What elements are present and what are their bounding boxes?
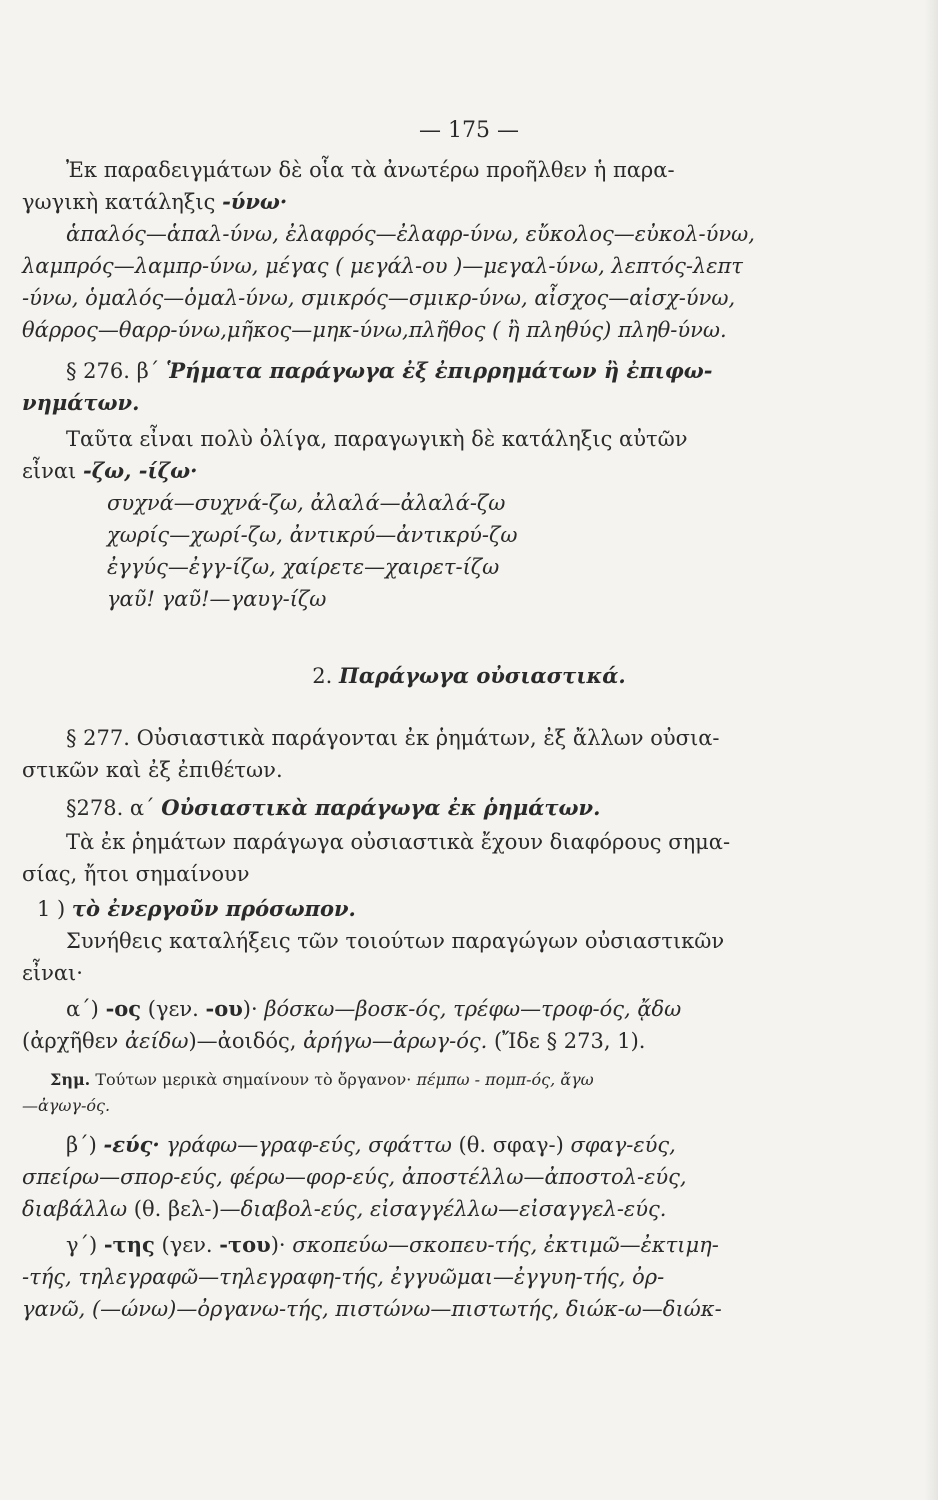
- section-277-line-2: στικῶν καὶ ἐξ ἐπιθέτων.: [22, 758, 283, 782]
- item-gamma-line-1: γ΄) -της (γεν. -του)· σκοπεύω—σκοπευ-τής, ἐκτιμῶ—ἐκτιμη-: [66, 1232, 719, 1257]
- section-276-heading: § 276. β΄ Ῥήματα παράγωγα ἐξ ἐπιρρημάτων ἢ ἐπιφω-: [66, 358, 713, 383]
- text-line-23: εἶναι·: [22, 961, 83, 985]
- text-line-20: σίας, ἤτοι σημαίνουν: [22, 862, 250, 886]
- note-line-2: —ἀγωγ-ός.: [22, 1096, 111, 1115]
- item-alpha-line-1: α΄) -ος (γεν. -ου)· βόσκω—βοσκ-ός, τρέφω—τροφ-ός, ᾄδω: [66, 996, 682, 1021]
- item-gamma-line-2: -τής, τηλεγραφῶ—τηλεγραφη-τής, ἐγγυῶμαι—ἐγγυη-τής, ὀρ-: [22, 1265, 665, 1289]
- example-line-5: -ύνω, ὁμαλός—ὁμαλ-ύνω, σμικρός—σμικρ-ύνω, αἶσχος—αἰσχ-ύνω,: [22, 286, 736, 310]
- item-beta-line-2: σπείρω—σπορ-εύς, φέρω—φορ-εύς, ἀποστέλλω—ἀποστολ-εύς,: [22, 1165, 687, 1189]
- page-edge-shadow: [924, 0, 938, 1500]
- text-line-10: εἶναι -ζω, -ίζω·: [22, 458, 198, 483]
- text-line-19: Τὰ ἐκ ῥημάτων παράγωγα οὐσιαστικὰ ἔχουν διαφόρους σημα-: [66, 830, 731, 854]
- note-line-1: Σημ. Τούτων μερικὰ σημαίνουν τὸ ὄργανον· πέμπω - πομπ-ός, ἄγω: [50, 1070, 594, 1089]
- text-line-1: Ἐκ παραδειγμάτων δὲ οἷα τὰ ἀνωτέρω προῆλθεν ἡ παρα-: [66, 158, 675, 182]
- example-line-14: γαῦ! γαῦ!—γαυγ-ίζω: [107, 587, 327, 611]
- item-alpha-line-2: (ἀρχῆθεν ἀείδω)—ἀοιδός, ἀρήγω—ἀρωγ-ός. (Ἴδε § 273, 1).: [22, 1029, 646, 1053]
- section-276-heading-cont: νημάτων.: [22, 390, 140, 415]
- subheading-2: 2. Παράγωγα οὐσιαστικά.: [312, 663, 626, 688]
- example-line-11: συχνά—συχνά-ζω, ἀλαλά—ἀλαλά-ζω: [107, 491, 506, 515]
- section-278-heading: §278. α΄ Οὐσιαστικὰ παράγωγα ἐκ ῥημάτων.: [66, 795, 601, 820]
- example-line-3: ἁπαλός—ἁπαλ-ύνω, ἐλαφρός—ἐλαφρ-ύνω, εὔκολος—εὐκολ-ύνω,: [66, 222, 755, 246]
- item-gamma-line-3: γανῶ, (—ώνω)—ὀργανω-τής, πιστώνω—πιστωτής, διώκ-ω—διώκ-: [22, 1297, 722, 1321]
- item-beta-line-3: διαβάλλω (θ. βελ-)—διαβολ-εύς, εἰσαγγέλλω—εἰσαγγελ-εύς.: [22, 1197, 667, 1221]
- example-line-4: λαμπρός—λαμπρ-ύνω, μέγας ( μεγάλ-ου )—μεγαλ-ύνω, λεπτός-λεπτ: [22, 254, 743, 278]
- subsection-1-heading: 1 ) τὸ ἐνεργοῦν πρόσωπον.: [37, 896, 356, 921]
- text-line-2: γωγικὴ κατάληξις -ύνω·: [22, 189, 288, 214]
- section-277-line-1: § 277. Οὐσιαστικὰ παράγονται ἐκ ῥημάτων, ἐξ ἄλλων οὐσια-: [66, 726, 720, 750]
- text-line-22: Συνήθεις καταλήξεις τῶν τοιούτων παραγώγων οὐσιαστικῶν: [66, 929, 725, 953]
- item-beta-line-1: β΄) -εύς· γράφω—γραφ-εύς, σφάττω (θ. σφαγ-) σφαγ-εύς,: [66, 1132, 676, 1157]
- text-line-9: Ταῦτα εἶναι πολὺ ὀλίγα, παραγωγικὴ δὲ κατάληξις αὐτῶν: [66, 427, 688, 451]
- example-line-6: θάρρος—θαρρ-ύνω,μῆκος—μηκ-ύνω,πλῆθος ( ἢ πληθύς) πληθ-ύνω.: [22, 318, 727, 342]
- example-line-12: χωρίς—χωρί-ζω, ἀντικρύ—ἀντικρύ-ζω: [107, 523, 518, 547]
- page-number: — 175 —: [419, 118, 519, 143]
- example-line-13: ἐγγύς—ἐγγ-ίζω, χαίρετε—χαιρετ-ίζω: [107, 555, 500, 579]
